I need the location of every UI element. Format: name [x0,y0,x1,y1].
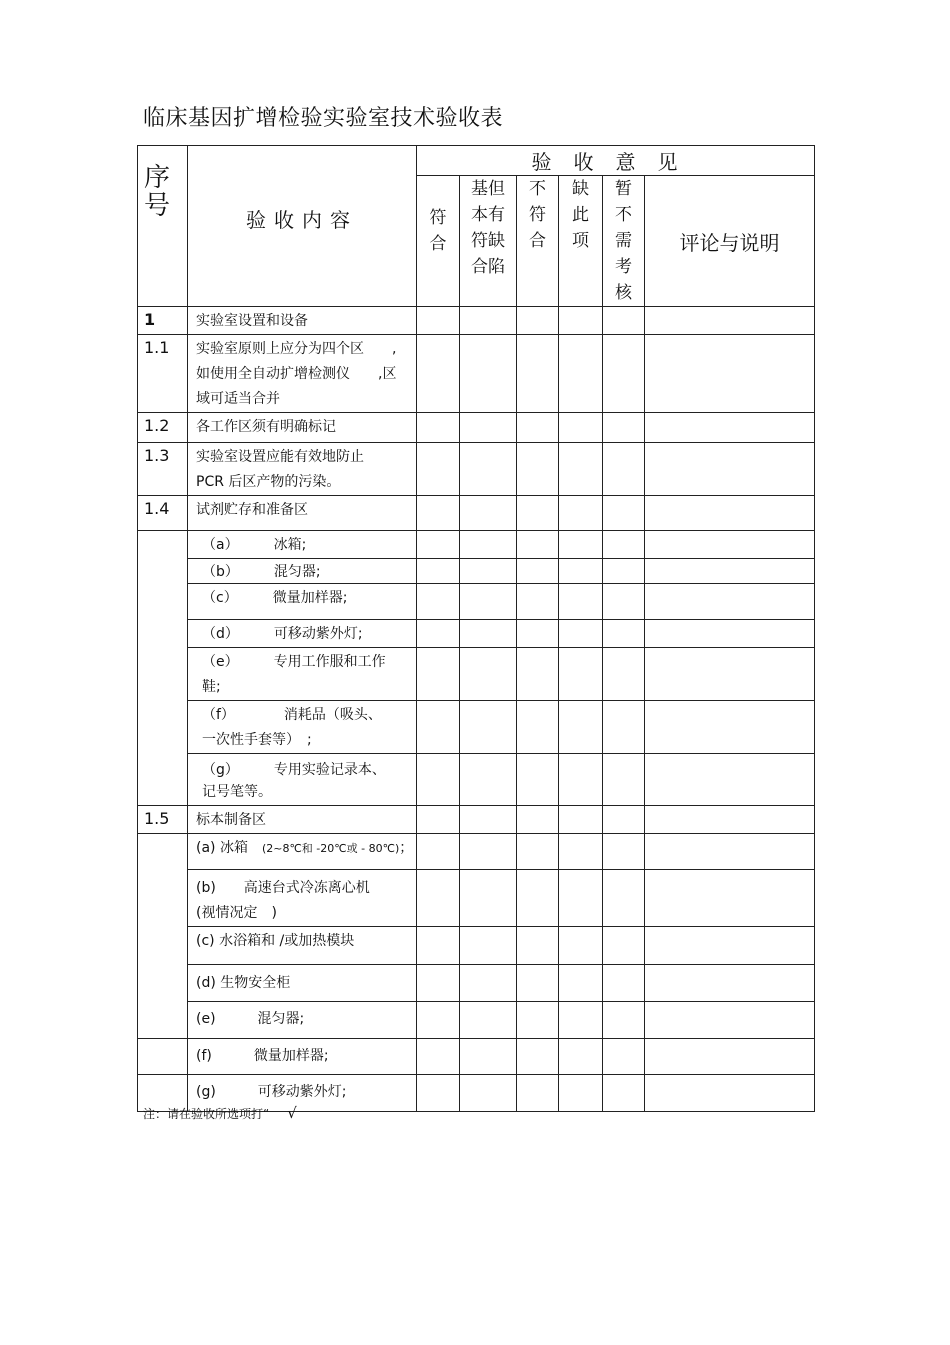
row-text: （f） 消耗品（吸头、 一次性手套等） ; [188,701,417,754]
comment-cell[interactable] [645,559,815,584]
check-cell[interactable] [559,965,603,1002]
check-cell[interactable] [559,927,603,965]
check-cell[interactable] [417,531,460,559]
table-row [138,559,815,584]
row-text: (c) 水浴箱和 /或加热模块 [188,927,417,965]
check-cell[interactable] [417,1075,460,1112]
comment-cell[interactable] [645,648,815,701]
check-cell[interactable] [559,806,603,834]
check-cell[interactable] [603,531,645,559]
row-text: （c） 微量加样器; [188,584,417,620]
header-content: 验收内容 [188,146,417,307]
table-row [138,335,815,413]
check-cell[interactable] [559,648,603,701]
check-cell[interactable] [559,701,603,754]
check-cell[interactable] [460,806,517,834]
row-seq-empty [138,1039,188,1075]
row-text: （b） 混匀器; [188,559,417,584]
row-seq: 1.3 [138,443,188,496]
table-row [138,1002,815,1039]
check-cell[interactable] [417,927,460,965]
check-cell[interactable] [603,335,645,413]
check-cell[interactable] [559,559,603,584]
check-cell[interactable] [460,1039,517,1075]
check-cell[interactable] [603,806,645,834]
acceptance-table [137,145,815,1112]
table-row [138,496,815,531]
check-cell[interactable] [559,307,603,335]
header-missing: 缺此项 [559,176,603,307]
page-title: 临床基因扩增检验实验室技术验收表 [143,106,504,131]
check-cell[interactable] [417,620,460,648]
row-text: (d) 生物安全柜 [188,965,417,1002]
row-text: (a) 冰箱 (2~8℃和 -20℃或 - 80℃)； [188,834,417,870]
check-cell[interactable] [603,927,645,965]
checkmark-icon: √ [287,1104,297,1122]
row-text: (e) 混匀器; [188,1002,417,1039]
check-cell[interactable] [603,559,645,584]
table-row [138,620,815,648]
comment-cell[interactable] [645,806,815,834]
fridge-temp: (2~8℃和 -20℃或 - 80℃) [261,842,400,855]
table-row [138,754,815,806]
check-cell[interactable] [517,559,559,584]
check-cell[interactable] [460,927,517,965]
row-text: 试剂贮存和准备区 [188,496,417,531]
row-text: 实验室设置和设备 [188,307,417,335]
check-cell[interactable] [517,443,559,496]
row-text: 标本制备区 [188,806,417,834]
check-cell[interactable] [417,1002,460,1039]
check-cell[interactable] [460,584,517,620]
check-cell[interactable] [517,1002,559,1039]
check-cell[interactable] [460,335,517,413]
comment-cell[interactable] [645,701,815,754]
comment-cell[interactable] [645,531,815,559]
check-cell[interactable] [603,870,645,927]
check-cell[interactable] [517,806,559,834]
check-cell[interactable] [603,307,645,335]
check-cell[interactable] [517,584,559,620]
check-cell[interactable] [460,1075,517,1112]
check-cell[interactable] [603,584,645,620]
table-row [138,307,815,335]
check-cell[interactable] [559,620,603,648]
check-cell[interactable] [517,496,559,531]
check-cell[interactable] [417,443,460,496]
check-cell[interactable] [603,620,645,648]
check-cell[interactable] [417,559,460,584]
row-text: (b) 高速台式冷冻离心机 (视情况定 ) [188,870,417,927]
comment-cell[interactable] [645,413,815,443]
check-cell[interactable] [417,1039,460,1075]
check-cell[interactable] [603,1039,645,1075]
footnote-text: 注：请在验收所选项打“ [143,1107,270,1121]
footnote [143,1104,297,1122]
check-cell[interactable] [517,1039,559,1075]
table-row [138,584,815,620]
check-cell[interactable] [517,307,559,335]
check-cell[interactable] [417,335,460,413]
comment-cell[interactable] [645,1075,815,1112]
table-row [138,1039,815,1075]
check-cell[interactable] [460,754,517,806]
table-row [138,870,815,927]
row-seq: 1.2 [138,413,188,443]
comment-cell[interactable] [645,965,815,1002]
header-comment: 评论与说明 [645,176,815,307]
check-cell[interactable] [460,834,517,870]
row-seq-empty [138,834,188,1039]
table-row [138,834,815,870]
header-seq: 序号 [138,146,188,307]
check-cell[interactable] [559,1002,603,1039]
check-cell[interactable] [603,413,645,443]
check-cell[interactable] [603,965,645,1002]
check-cell[interactable] [603,443,645,496]
check-cell[interactable] [517,834,559,870]
table-row [138,927,815,965]
comment-cell[interactable] [645,870,815,927]
check-cell[interactable] [517,1075,559,1112]
header-basic: 基但本有符缺合陷 [460,176,517,307]
check-cell[interactable] [460,648,517,701]
comment-cell[interactable] [645,1002,815,1039]
check-cell[interactable] [559,1075,603,1112]
header-opinion: 验收意见 [417,146,815,176]
table-row [138,413,815,443]
row-seq: 1.1 [138,335,188,413]
comment-cell[interactable] [645,620,815,648]
comment-cell[interactable] [645,443,815,496]
check-cell[interactable] [460,531,517,559]
check-cell[interactable] [417,413,460,443]
header-row-1 [138,146,815,176]
check-cell[interactable] [460,307,517,335]
check-cell[interactable] [517,620,559,648]
check-cell[interactable] [460,496,517,531]
check-cell[interactable] [417,965,460,1002]
comment-cell[interactable] [645,927,815,965]
check-cell[interactable] [460,701,517,754]
table-row [138,965,815,1002]
check-cell[interactable] [417,834,460,870]
check-cell[interactable] [559,496,603,531]
check-cell[interactable] [460,965,517,1002]
check-cell[interactable] [603,701,645,754]
check-cell[interactable] [517,754,559,806]
check-cell[interactable] [417,806,460,834]
check-cell[interactable] [417,584,460,620]
check-cell[interactable] [517,335,559,413]
check-cell[interactable] [559,443,603,496]
table-row [138,806,815,834]
check-cell[interactable] [603,834,645,870]
check-cell[interactable] [517,927,559,965]
check-cell[interactable] [417,307,460,335]
row-seq-empty [138,531,188,806]
check-cell[interactable] [603,648,645,701]
check-cell[interactable] [460,870,517,927]
check-cell[interactable] [417,496,460,531]
row-text: （d） 可移动紫外灯; [188,620,417,648]
comment-cell[interactable] [645,834,815,870]
comment-cell[interactable] [645,496,815,531]
check-cell[interactable] [460,1002,517,1039]
comment-cell[interactable] [645,584,815,620]
row-text: （a） 冰箱; [188,531,417,559]
check-cell[interactable] [559,531,603,559]
check-cell[interactable] [603,1075,645,1112]
check-cell[interactable] [559,335,603,413]
check-cell[interactable] [517,413,559,443]
row-text: 实验室设置应能有效地防止PCR 后区产物的污染。 [188,443,417,496]
comment-cell[interactable] [645,335,815,413]
check-cell[interactable] [417,870,460,927]
check-cell[interactable] [460,443,517,496]
table-row [138,531,815,559]
check-cell[interactable] [460,620,517,648]
check-cell[interactable] [603,496,645,531]
table-row [138,701,815,754]
comment-cell[interactable] [645,1039,815,1075]
check-cell[interactable] [517,531,559,559]
row-text: （g） 专用实验记录本、 记号笔等。 [188,754,417,806]
check-cell[interactable] [603,754,645,806]
check-cell[interactable] [517,701,559,754]
check-cell[interactable] [559,584,603,620]
check-cell[interactable] [603,1002,645,1039]
header-nonconform: 不符合 [517,176,559,307]
row-seq: 1.5 [138,806,188,834]
row-text: (g) 可移动紫外灯; [188,1075,417,1112]
comment-cell[interactable] [645,307,815,335]
check-cell[interactable] [559,754,603,806]
header-conform: 符合 [417,176,460,307]
row-text: （e） 专用工作服和工作 鞋; [188,648,417,701]
row-text: (f) 微量加样器; [188,1039,417,1075]
check-cell[interactable] [460,413,517,443]
check-cell[interactable] [517,965,559,1002]
check-cell[interactable] [559,834,603,870]
row-seq: 1.4 [138,496,188,531]
check-cell[interactable] [559,870,603,927]
table-row [138,648,815,701]
header-na: 暂不需考核 [603,176,645,307]
check-cell[interactable] [460,559,517,584]
check-cell[interactable] [517,870,559,927]
check-cell[interactable] [517,648,559,701]
check-cell[interactable] [559,413,603,443]
row-text: 实验室原则上应分为四个区 ,如使用全自动扩增检测仪 ,区域可适当合并 [188,335,417,413]
check-cell[interactable] [559,1039,603,1075]
row-seq: 1 [138,307,188,335]
table-row [138,443,815,496]
comment-cell[interactable] [645,754,815,806]
row-text: 各工作区须有明确标记 [188,413,417,443]
